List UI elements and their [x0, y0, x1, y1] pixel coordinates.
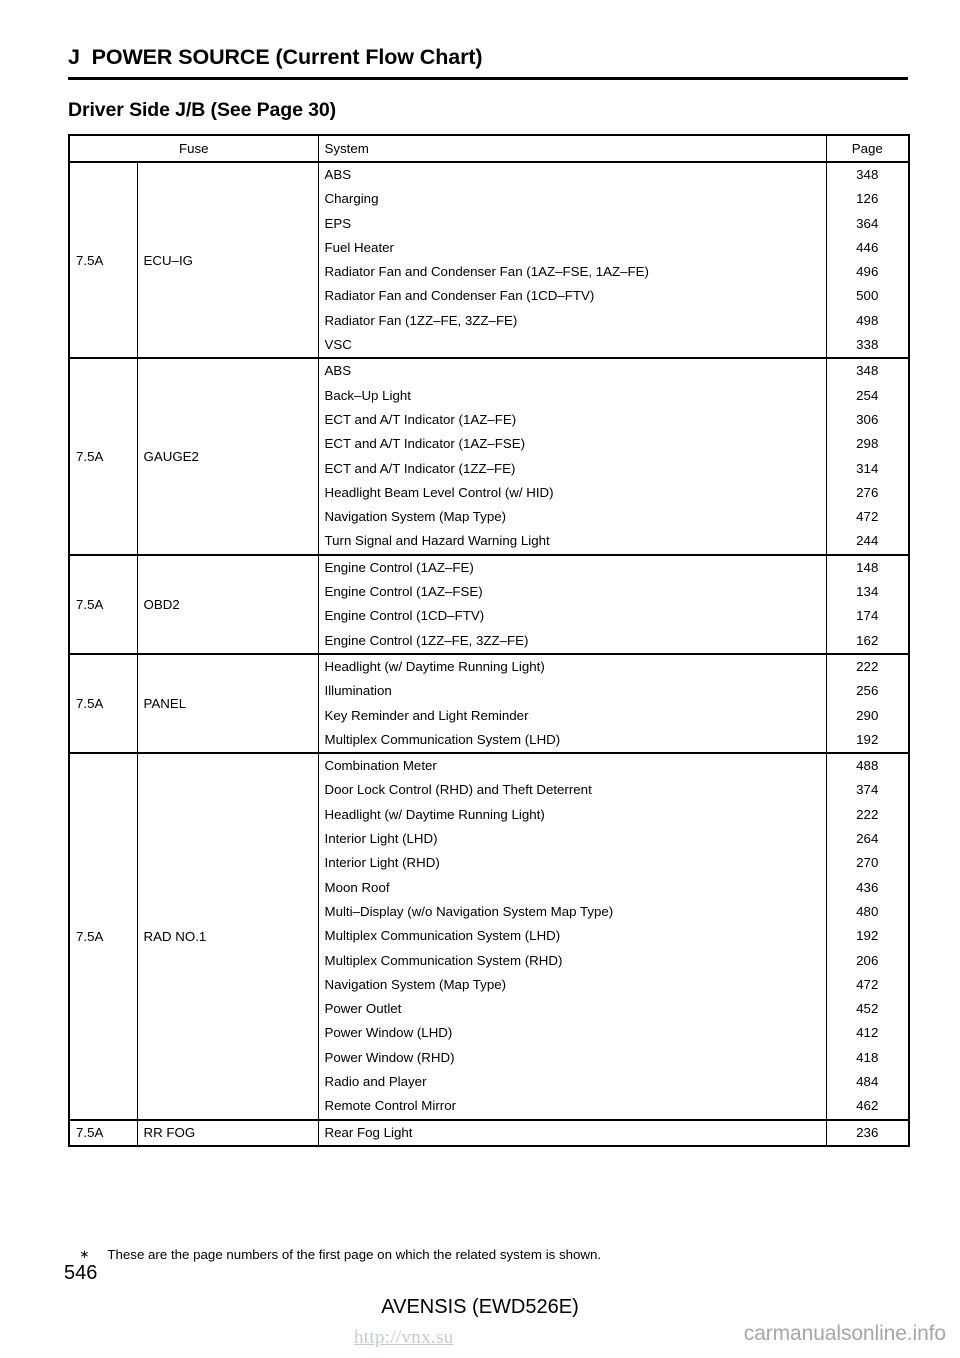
- page-cell: 256: [826, 679, 909, 703]
- page-cell: 348: [826, 162, 909, 187]
- table-body: [69, 162, 909, 1146]
- system-cell: ABS: [318, 162, 826, 187]
- page-cell: 162: [826, 629, 909, 654]
- page-cell: 446: [826, 236, 909, 260]
- system-cell: Turn Signal and Hazard Warning Light: [318, 529, 826, 554]
- system-cell: Radio and Player: [318, 1070, 826, 1094]
- page-cell: 306: [826, 408, 909, 432]
- page-cell: 412: [826, 1021, 909, 1045]
- page-cell: 496: [826, 260, 909, 284]
- footnote-text: These are the page numbers of the first page on which the related system is shown.: [107, 1247, 602, 1262]
- page-cell: 462: [826, 1094, 909, 1119]
- vnx-watermark: http://vnx.su: [354, 1327, 454, 1348]
- system-cell: Moon Roof: [318, 876, 826, 900]
- table-header: [69, 135, 909, 162]
- system-cell: ECT and A/T Indicator (1ZZ–FE): [318, 457, 826, 481]
- fuse-rating-cell: 7.5A: [69, 162, 137, 358]
- column-header-page: Page: [826, 135, 909, 162]
- system-cell: Fuel Heater: [318, 236, 826, 260]
- system-cell: EPS: [318, 212, 826, 236]
- system-cell: Multi–Display (w/o Navigation System Map Type): [318, 900, 826, 924]
- fuse-name-cell: RAD NO.1: [137, 753, 318, 1119]
- page-cell: 472: [826, 973, 909, 997]
- system-cell: Headlight Beam Level Control (w/ HID): [318, 481, 826, 505]
- system-cell: Multiplex Communication System (RHD): [318, 949, 826, 973]
- system-cell: Radiator Fan and Condenser Fan (1AZ–FSE, 1AZ–FE): [318, 260, 826, 284]
- page-number: 546: [64, 1262, 98, 1284]
- running-header: [68, 44, 908, 70]
- fuse-rating-cell: 7.5A: [69, 555, 137, 654]
- fuse-name-cell: GAUGE2: [137, 358, 318, 554]
- system-cell: Radiator Fan (1ZZ–FE, 3ZZ–FE): [318, 309, 826, 333]
- page-title: J POWER SOURCE (Current Flow Chart): [68, 45, 483, 69]
- system-cell: Headlight (w/ Daytime Running Light): [318, 803, 826, 827]
- system-cell: Engine Control (1CD–FTV): [318, 604, 826, 628]
- table-row: [69, 1120, 909, 1146]
- system-cell: Remote Control Mirror: [318, 1094, 826, 1119]
- system-cell: Charging: [318, 187, 826, 211]
- system-cell: Power Window (LHD): [318, 1021, 826, 1045]
- table-row: [69, 555, 909, 580]
- table-row: [69, 162, 909, 187]
- fuse-table: [68, 134, 910, 1147]
- footnote: [72, 1232, 601, 1262]
- system-cell: ECT and A/T Indicator (1AZ–FE): [318, 408, 826, 432]
- page-cell: 314: [826, 457, 909, 481]
- page-cell: 222: [826, 803, 909, 827]
- system-cell: Back–Up Light: [318, 384, 826, 408]
- system-cell: VSC: [318, 333, 826, 358]
- system-cell: Power Outlet: [318, 997, 826, 1021]
- footnote-marker: ∗: [79, 1247, 90, 1261]
- page-cell: 236: [826, 1120, 909, 1146]
- system-cell: Rear Fog Light: [318, 1120, 826, 1146]
- system-cell: Engine Control (1AZ–FE): [318, 555, 826, 580]
- page-cell: 192: [826, 924, 909, 948]
- system-cell: Engine Control (1ZZ–FE, 3ZZ–FE): [318, 629, 826, 654]
- page-cell: 472: [826, 505, 909, 529]
- system-cell: Navigation System (Map Type): [318, 973, 826, 997]
- page-cell: 364: [826, 212, 909, 236]
- fuse-rating-cell: 7.5A: [69, 358, 137, 554]
- fuse-name-cell: ECU–IG: [137, 162, 318, 358]
- page-cell: 498: [826, 309, 909, 333]
- table-row: [69, 654, 909, 679]
- page-cell: 348: [826, 358, 909, 383]
- system-cell: ECT and A/T Indicator (1AZ–FSE): [318, 432, 826, 456]
- page-cell: 254: [826, 384, 909, 408]
- page-cell: 484: [826, 1070, 909, 1094]
- page-cell: 264: [826, 827, 909, 851]
- fuse-name-cell: RR FOG: [137, 1120, 318, 1146]
- publication-line: AVENSIS (EWD526E): [381, 1296, 579, 1318]
- page-cell: 126: [826, 187, 909, 211]
- page-cell: 488: [826, 753, 909, 778]
- header-rule: [68, 77, 908, 80]
- system-cell: Radiator Fan and Condenser Fan (1CD–FTV): [318, 284, 826, 308]
- page-cell: 192: [826, 728, 909, 753]
- column-header-fuse: Fuse: [69, 135, 318, 162]
- system-cell: Navigation System (Map Type): [318, 505, 826, 529]
- page-cell: 148: [826, 555, 909, 580]
- table-header-row: [69, 135, 909, 162]
- page-cell: 452: [826, 997, 909, 1021]
- system-cell: Illumination: [318, 679, 826, 703]
- page-cell: 290: [826, 704, 909, 728]
- page-cell: 480: [826, 900, 909, 924]
- fuse-rating-cell: 7.5A: [69, 753, 137, 1119]
- system-cell: Interior Light (LHD): [318, 827, 826, 851]
- table-row: [69, 358, 909, 383]
- system-cell: Interior Light (RHD): [318, 851, 826, 875]
- fuse-rating-cell: 7.5A: [69, 1120, 137, 1146]
- system-cell: ABS: [318, 358, 826, 383]
- fuse-name-cell: PANEL: [137, 654, 318, 753]
- system-cell: Key Reminder and Light Reminder: [318, 704, 826, 728]
- page-cell: 222: [826, 654, 909, 679]
- page-cell: 418: [826, 1046, 909, 1070]
- system-cell: Power Window (RHD): [318, 1046, 826, 1070]
- fuse-name-cell: OBD2: [137, 555, 318, 654]
- page-cell: 338: [826, 333, 909, 358]
- fuse-rating-cell: 7.5A: [69, 654, 137, 753]
- page-cell: 436: [826, 876, 909, 900]
- system-cell: Multiplex Communication System (LHD): [318, 924, 826, 948]
- page-cell: 276: [826, 481, 909, 505]
- column-header-system: System: [318, 135, 826, 162]
- system-cell: Combination Meter: [318, 753, 826, 778]
- section-heading: Driver Side J/B (See Page 30): [68, 99, 337, 121]
- page-cell: 500: [826, 284, 909, 308]
- page-cell: 270: [826, 851, 909, 875]
- system-cell: Engine Control (1AZ–FSE): [318, 580, 826, 604]
- table-row: [69, 753, 909, 778]
- site-watermark: carmanualsonline.info: [743, 1322, 946, 1345]
- system-cell: Door Lock Control (RHD) and Theft Deterrent: [318, 778, 826, 802]
- page-cell: 174: [826, 604, 909, 628]
- page-cell: 134: [826, 580, 909, 604]
- system-cell: Headlight (w/ Daytime Running Light): [318, 654, 826, 679]
- page-cell: 206: [826, 949, 909, 973]
- page-cell: 374: [826, 778, 909, 802]
- system-cell: Multiplex Communication System (LHD): [318, 728, 826, 753]
- page-cell: 298: [826, 432, 909, 456]
- page-cell: 244: [826, 529, 909, 554]
